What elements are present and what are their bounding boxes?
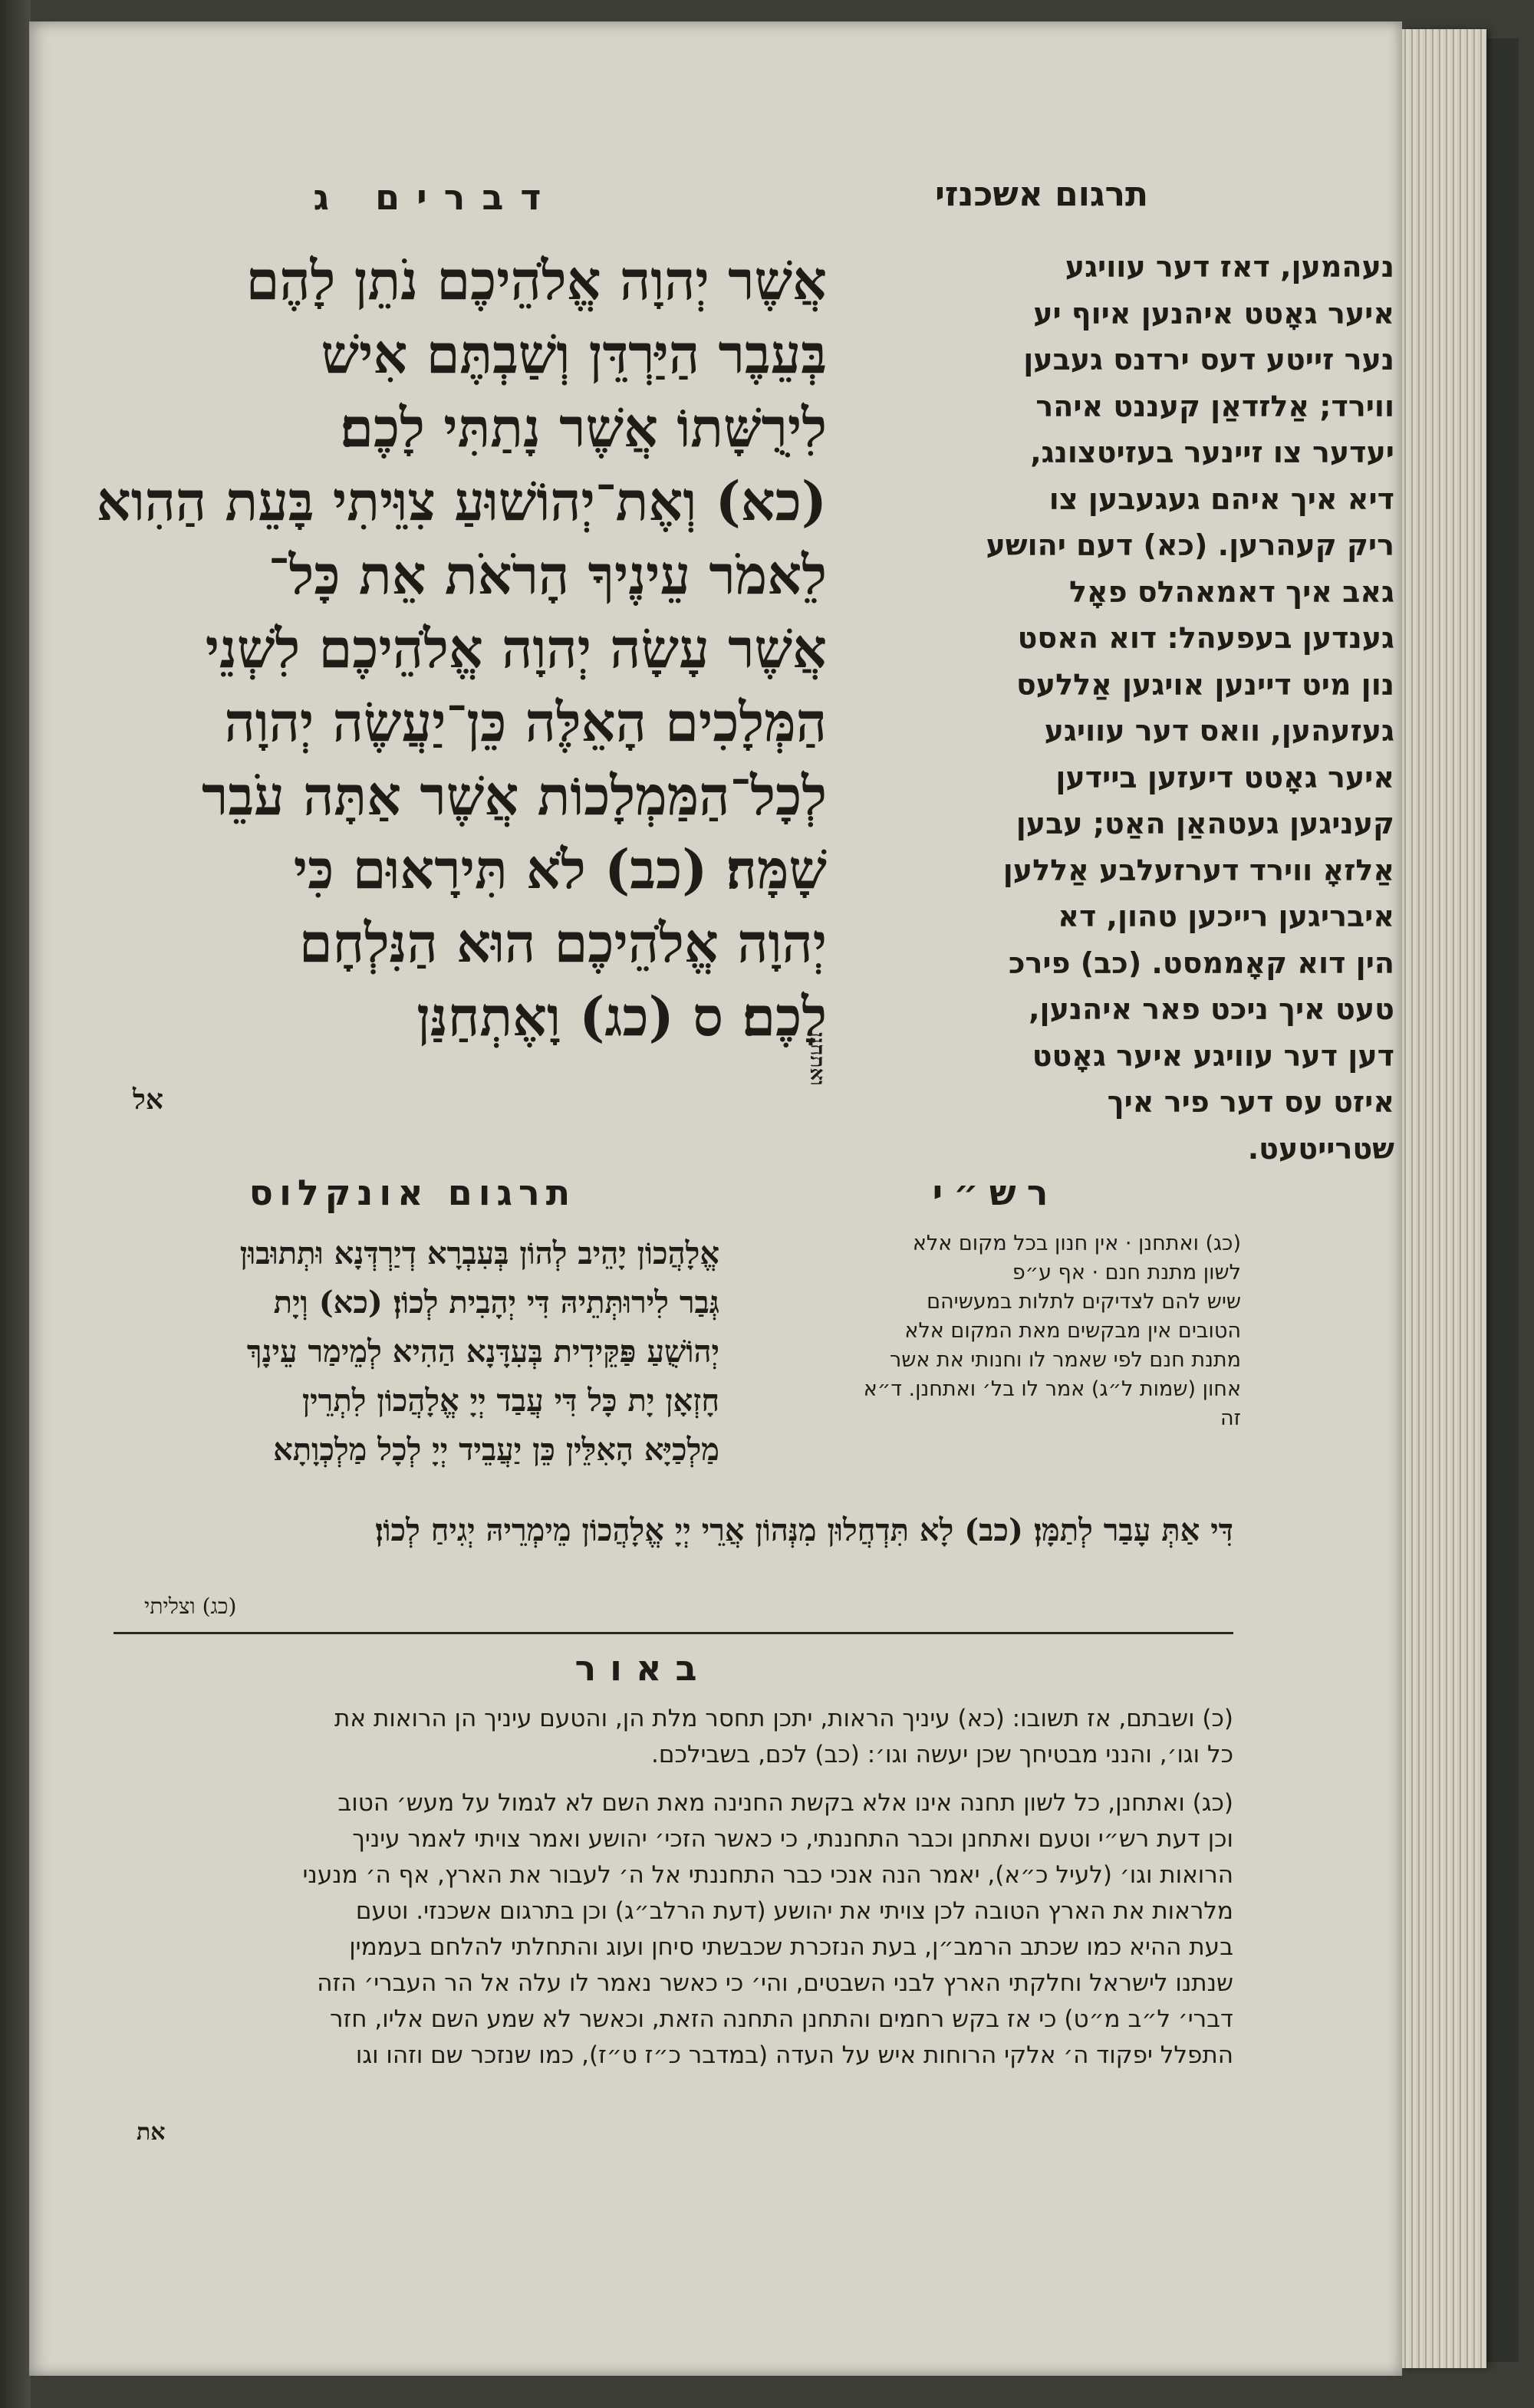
yiddish-line: ווירד; אַלזדאַן קעננט איהר: [1035, 389, 1394, 423]
biur-paragraph-1: [91, 1701, 1233, 1773]
hebrew-line: בְּעֵבֶר הַיַּרְדֵּן וְשַׁבְתֶּם אִישׁ: [321, 322, 827, 386]
onkelos-line: אֱלָהֲכוֹן יָהֵיב לְהוֹן בְּעִבְרָא דְיַרְדְּנָא וּתְתוּבוּן: [239, 1235, 719, 1271]
biur-line: (כ) ושבתם, אז תשובו: (כא) עיניך הראות, יתכן תחסר מלת הן, והטעם עיניך הן הרואות את: [334, 1705, 1233, 1732]
running-head: דברים ג: [313, 176, 558, 218]
yiddish-line: געזעהען, וואס דער עוויגע: [1044, 714, 1394, 748]
yiddish-line: שטרייטעט.: [1247, 1131, 1394, 1166]
rashi-line: מתנת חנם לפי שאמר לו וחנותי את אשר: [890, 1348, 1241, 1372]
rashi-line: אחון (שמות ל״ג) אמר לו בל׳ ואתחנן. ד״א: [863, 1377, 1241, 1401]
onkelos-line: יְהוֹשֻׁעַ פַּקֵּידִית בְּעִדָּנָא הַהִיא לְמֵימַר עֵינָךְ: [246, 1334, 719, 1370]
biur-line: דברי׳ ל״ב מ״ט) כי אז בקש רחמים והתחנן התחנה הזאת, וכאשר לא שמע השם אליו, חזר: [330, 2005, 1233, 2033]
biur-line: (כג) ואתחנן, כל לשון תחנה אינו אלא בקשת החנינה מאת השם לא לגמול על מעש׳ הטוב: [337, 1789, 1233, 1817]
biur-paragraph-2: [91, 1785, 1233, 2074]
yiddish-line: הין דוא קאָממסט. (כב) פירכ: [1008, 946, 1394, 980]
biur-header: באור: [574, 1647, 711, 1689]
hebrew-line: לִירֻשָּׁתוֹ אֲשֶׁר נָתַתִּי לָכֶם׃: [340, 396, 827, 459]
yiddish-line: איבריגען רייכען טהון, דא: [1058, 900, 1394, 933]
book-cover-edge: [0, 0, 31, 2408]
hebrew-line: אֲשֶׁר עָשָׂה יְהוָה אֱלֹהֵיכֶם לִשְׁנֵי: [205, 617, 827, 680]
yiddish-line: נעהמען, דאז דער עוויגע: [1065, 250, 1394, 284]
page-stack-edge: [1402, 29, 1486, 2368]
rashi-line: לשון מתנת חנם · אף ע״פ: [1012, 1261, 1241, 1285]
biur-catchword: את: [137, 2119, 166, 2146]
onkelos-continuation: דִּי אַתְּ עָבַר לְתַמָּן׃ (כב) לָא תִּדְחֲלוּן מִנְּהוֹן אֲרֵי יְיָ אֱלָהֲכוֹן מֵימְרֵיהּ יְגִיחַ לְכוֹן׃: [375, 1512, 1233, 1548]
yiddish-line: איער גאָטט דיעזען ביידען: [1055, 760, 1394, 794]
yiddish-line: נון מיט דיינען אויגען אַללעס: [1016, 667, 1394, 702]
yiddish-line: גענדען בעפעהל: דוא האסט: [1017, 621, 1394, 655]
yiddish-line: אַלזאָ ווירד דערזעלבע אַללען: [1002, 853, 1394, 887]
book-page: [29, 21, 1402, 2376]
section-divider: [114, 1632, 1233, 1634]
hebrew-bible-text: [75, 244, 827, 1054]
rashi-commentary: [750, 1229, 1241, 1433]
onkelos-line: מַלְכַיָּא הָאִלֵּין כֵּן יַעֲבֵיד יְיָ לְכָל מַלְכְוָתָא: [273, 1432, 719, 1468]
onkelos-line: גְּבַר לִירוּתְּתֵיהּ דִּי יְהָבִית לְכוֹן׃ (כא) וְיָת: [273, 1285, 719, 1321]
onkelos-header: תרגום אונקלוס: [249, 1172, 577, 1213]
rashi-line: הטובים אין מבקשים מאת המקום אלא: [904, 1319, 1241, 1343]
hebrew-line: לֵאמֹר עֵינֶיךָ הָרֹאֹת אֵת כָּל־: [268, 543, 827, 607]
yiddish-line: איער גאָטט איהנען איוף יע: [1033, 296, 1394, 331]
yiddish-column-header: תרגום אשכנזי: [934, 175, 1149, 214]
yiddish-line: יעדער צו זיינער בעזיטצונג,: [1030, 436, 1394, 469]
biur-line: וכן דעת רש״י וטעם ואתחנן וכבר התחננתי, כי כאשר הזכי׳ יהושע ואמר צויתי לאמר עיניך: [352, 1825, 1233, 1853]
yiddish-line: דען דער עוויגע איער גאָטט: [1032, 1038, 1394, 1073]
yiddish-line: קעניגען געטהאַן האַט; עבען: [1016, 807, 1394, 840]
yiddish-line: איזט עס דער פיר איך: [1107, 1085, 1394, 1119]
onkelos-catchword: (כג) וצליתי: [144, 1594, 237, 1619]
hebrew-line: אֲשֶׁר יְהוָה אֱלֹהֵיכֶם נֹתֵן לָהֶם: [245, 248, 827, 312]
hebrew-line: הַמְּלָכִים הָאֵלֶּה כֵּן־יַעֲשֶׂה יְהוָה: [224, 690, 827, 754]
parsha-marker: ואתחנן: [805, 1032, 828, 1086]
rashi-line: (כג) ואתחנן · אין חנון בכל מקום אלא: [912, 1232, 1241, 1255]
hebrew-line: (כא) וְאֶת־יְהוֹשׁוּעַ צִוֵּיתִי בָּעֵת הַהִוא: [96, 469, 827, 533]
yiddish-translation: [865, 244, 1394, 1172]
hebrew-catchword: אל: [133, 1084, 163, 1116]
rashi-line: שיש להם לצדיקים לתלות במעשיהם: [927, 1290, 1241, 1314]
biur-line: הרואות וגו׳ (לעיל כ״א), יאמר הנה אנכי כבר התחננתי אל ה׳ לעבור את הארץ, אף ה׳ מנעני: [302, 1861, 1233, 1889]
hebrew-line: יְהוָה אֱלֹהֵיכֶם הוּא הַנִּלְחָם: [298, 911, 827, 975]
yiddish-line: ריק קעהרען. (כא) דעם יהושע: [986, 528, 1394, 562]
yiddish-line: דיא איך איהם געגעבען צו: [1048, 482, 1394, 516]
rashi-header: רש״י: [932, 1172, 1059, 1213]
yiddish-line: טעט איך ניכט פאר איהנען,: [1029, 992, 1394, 1026]
hebrew-line: לָכֶם׃ ס (כג) וָאֶתְחַנַּן: [416, 985, 827, 1048]
yiddish-line: גאב איך דאמאהלס פאָל: [1068, 574, 1394, 609]
biur-line: התפלל יפקוד ה׳ אלקי הרוחות איש על העדה (במדבר כ״ז ט״ז), כמו שנזכר שם וזהו וגו: [355, 2041, 1233, 2069]
biur-line: מלראות את הארץ הטובה לכן צויתי את יהושע (דעת הרלב״ג) וכן בתרגום אשכנזי. וטעם: [355, 1897, 1233, 1925]
rashi-line: זה: [1220, 1406, 1241, 1430]
hebrew-line: שָׁמָּה׃ (כב) לֹא תִּירָאוּם כִּי: [293, 837, 827, 901]
yiddish-line: נער זייטע דעס ירדנס געבען: [1023, 343, 1394, 377]
onkelos-translation: [75, 1229, 719, 1475]
biur-line: בעת ההיא כמו שכתב הרמב״ן, בעת הנזכרת שכבשתי סיחן ועוג והתחלתי להלחם בעממין: [349, 1933, 1233, 1961]
biur-line: כל וגו׳, והנני מבטיחך שכן יעשה וגו׳: (כב) לכם, בשבילכם.: [651, 1741, 1233, 1768]
hebrew-line: לְכָל־הַמַּמְלָכוֹת אֲשֶׁר אַתָּה עֹבֵר: [202, 764, 827, 827]
biur-line: שנתנו לישראל וחלקתי הארץ לבני השבטים, והי׳ כי כאשר נאמר לו עלה אל הר העברי׳ הזה: [317, 1969, 1233, 1997]
onkelos-line: חָזְאָן יָת כָּל דִּי עֲבַד יְיָ אֱלָהֲכוֹן לִתְרֵין: [301, 1383, 719, 1419]
